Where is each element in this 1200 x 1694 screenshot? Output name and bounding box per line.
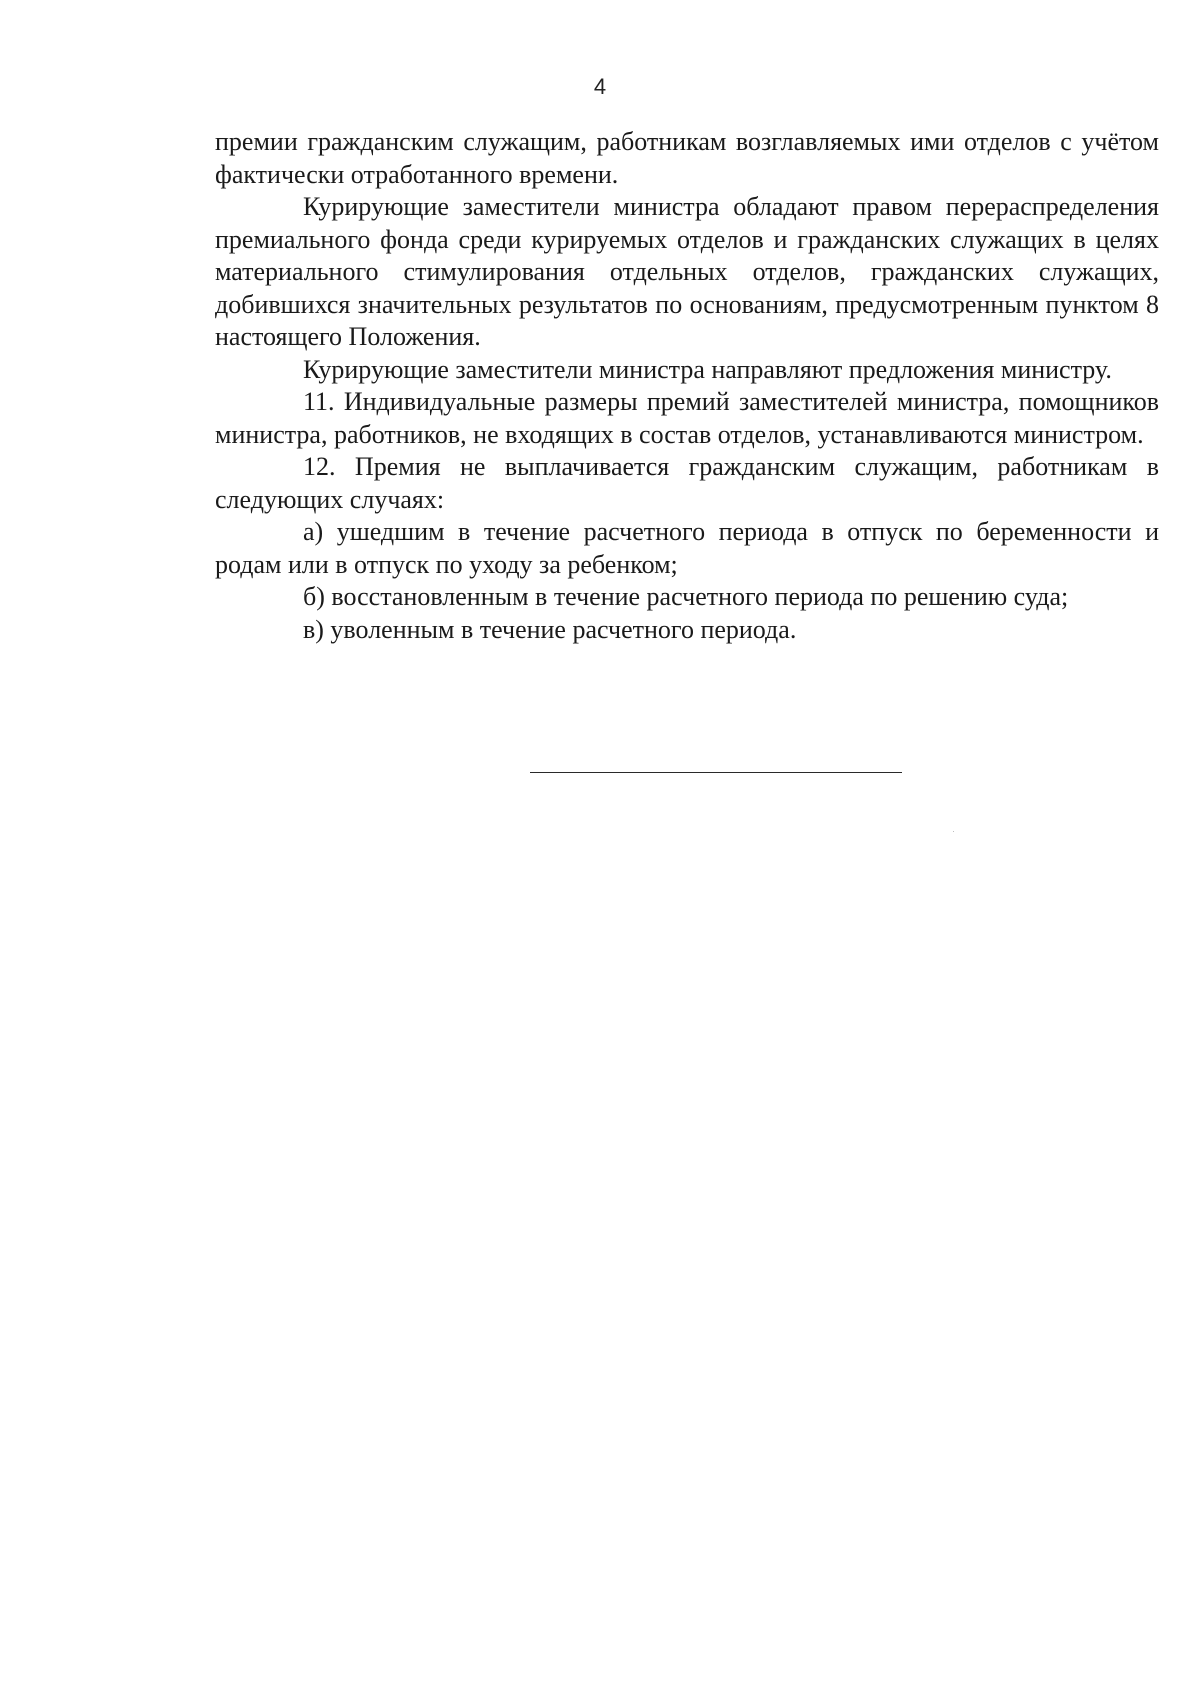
page-number: 4 bbox=[593, 74, 607, 99]
list-item-v: в) уволенным в течение расчетного периода. bbox=[303, 614, 797, 644]
paragraph-proposals: Курирующие заместители министра направляют предложения министру. bbox=[303, 354, 1112, 384]
closing-divider-line bbox=[530, 772, 902, 773]
scan-speck bbox=[953, 831, 954, 832]
document-body bbox=[215, 126, 1159, 646]
paragraph-continuation: премии гражданским служащим, работникам возглавляемых ими отделов с учётом фактически отработанного времени. bbox=[215, 127, 1159, 189]
paragraph-clause-11: 11. Индивидуальные размеры премий заместителей министра, помощников министра, работников, не входящих в состав отделов, устанавливаются министром. bbox=[215, 387, 1159, 449]
list-item-b: б) восстановленным в течение расчетного периода по решению суда; bbox=[303, 582, 1069, 611]
paragraph-redistribution-right: Курирующие заместители министра обладают правом перераспределения премиального фонда среди курируемых отделов и гражданских служащих в целях материального стимулирования отдельных отделов, гражданских служащих, добившихся значительных результатов по основаниям, предусмотренным пунктом 8 настоящего Положения. bbox=[215, 192, 1159, 351]
list-item-a: а) ушедшим в течение расчетного периода в отпуск по беременности и родам или в отпуск по уходу за ребенком; bbox=[215, 517, 1159, 579]
paragraph-clause-12: 12. Премия не выплачивается гражданским служащим, работникам в следующих случаях: bbox=[215, 452, 1159, 514]
